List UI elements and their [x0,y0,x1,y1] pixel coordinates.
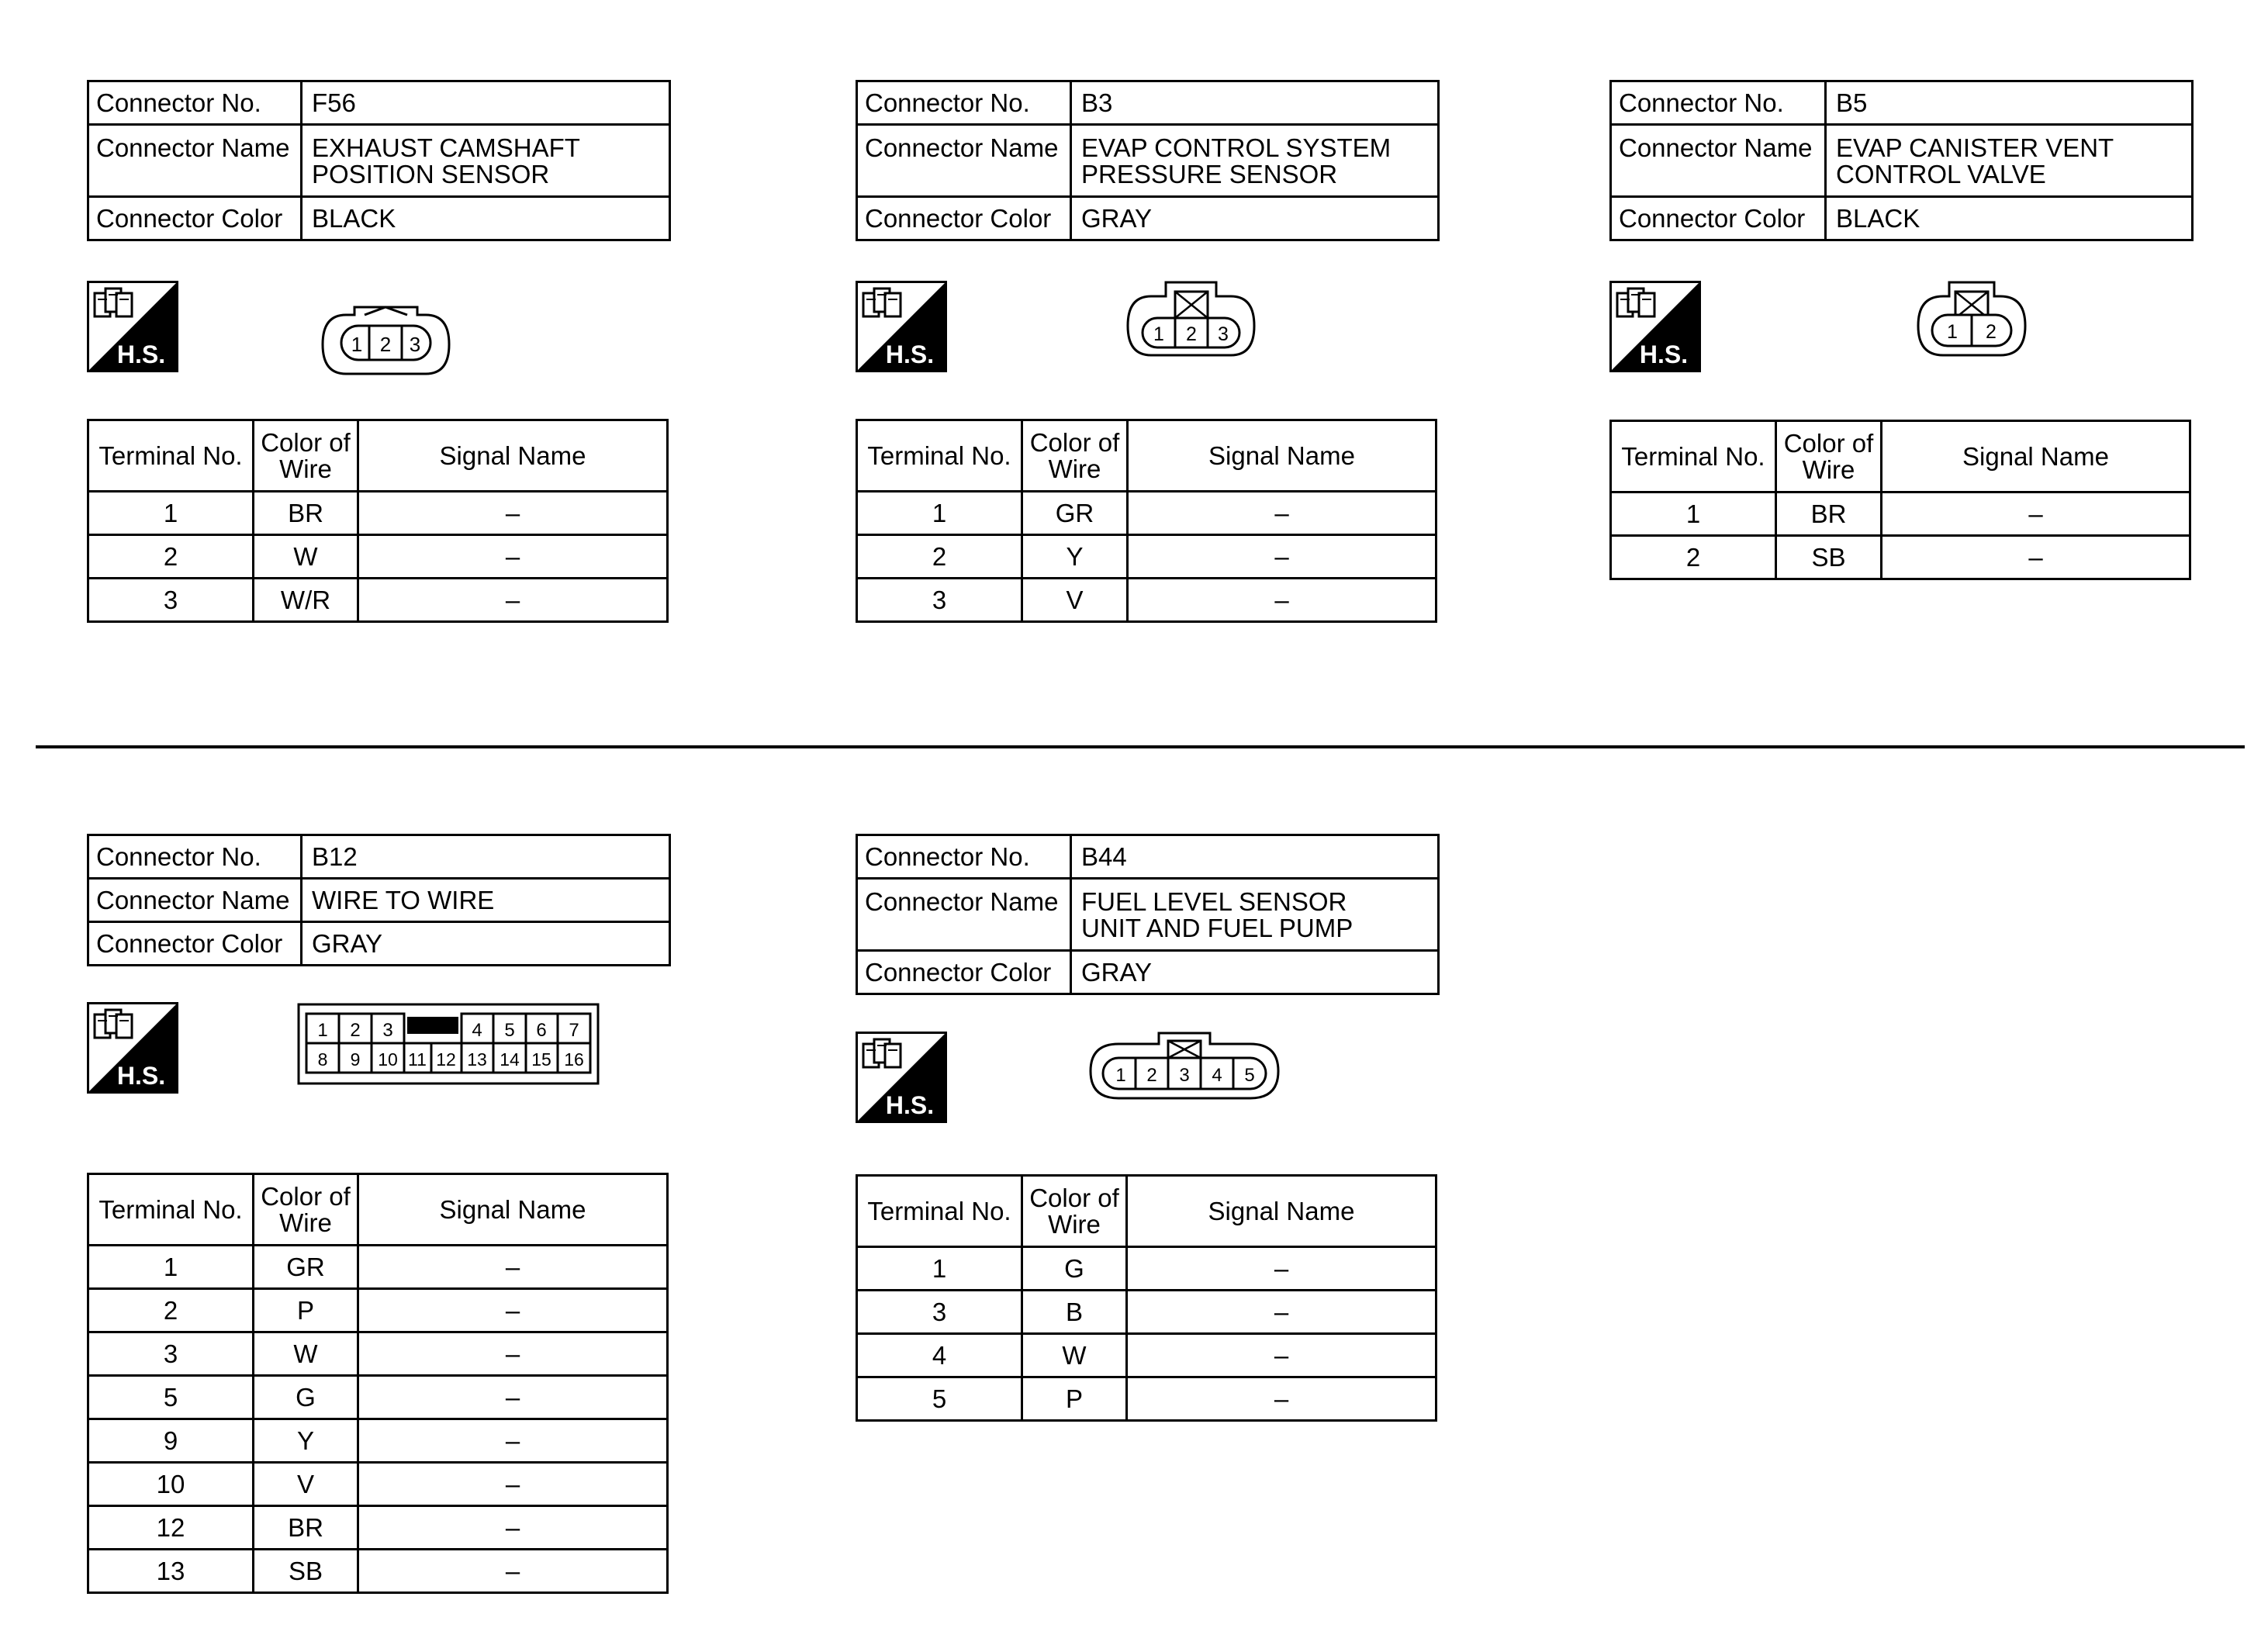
wire-color-cell: SB [254,1550,358,1593]
terminal-no-cell: 1 [857,492,1022,535]
wire-color-cell: V [1022,579,1128,622]
cavity-number: 1 [1115,1065,1126,1086]
harness-side-icon [87,1002,178,1094]
color-of-wire-header: Color of Wire [1776,421,1882,492]
cavity-number: 12 [436,1049,456,1070]
wire-color-cell: W/R [254,579,358,622]
signal-name-cell: – [358,1376,668,1419]
terminal-no-cell: 10 [88,1463,254,1506]
connector-name-value: EXHAUST CAMSHAFT POSITION SENSOR [302,125,670,197]
terminal-no-cell: 1 [88,1246,254,1289]
terminal-table [87,1173,669,1594]
signal-name-cell: – [358,579,668,622]
harness-side-icon [87,281,178,372]
cavity-number: 7 [569,1020,579,1041]
wire-color-cell: G [1022,1247,1127,1291]
terminal-no-header: Terminal No. [1611,421,1776,492]
connector-no-value: B44 [1071,835,1439,879]
harness-side-icon [856,1032,947,1123]
terminal-no-cell: 13 [88,1550,254,1593]
cavity-number: 6 [536,1020,547,1041]
terminal-no-cell: 3 [857,579,1022,622]
wire-color-cell: SB [1776,536,1882,579]
connector-color-value: GRAY [302,922,670,966]
terminal-no-header: Terminal No. [857,1176,1022,1247]
cavity-number: 3 [382,1020,393,1041]
color-of-wire-header: Color of Wire [254,420,358,492]
connector-face-diagram [1123,279,1259,361]
signal-name-cell: – [1127,1247,1436,1291]
hs-label: H.S. [885,340,935,368]
signal-name-cell: – [1127,1377,1436,1421]
cavity-number: 9 [350,1049,361,1070]
connector-no-label: Connector No. [857,835,1071,879]
cavity-number: 2 [1146,1065,1157,1086]
wire-color-cell: BR [254,1506,358,1550]
wire-color-cell: P [1022,1377,1127,1421]
cavity-number: 11 [408,1049,427,1070]
connector-color-label: Connector Color [88,197,302,240]
connector-color-label: Connector Color [857,197,1071,240]
signal-name-header: Signal Name [358,1174,668,1246]
wire-color-cell: W [1022,1334,1127,1377]
connector-info-table [87,80,671,241]
connector-info-table [87,834,671,966]
cavity-number: 10 [378,1049,398,1070]
connector-face-diagram [297,1003,601,1087]
cavity-number: 1 [1947,321,1958,343]
harness-side-icon [856,281,947,372]
terminal-no-cell: 5 [88,1376,254,1419]
connector-color-value: BLACK [302,197,670,240]
cavity-number: 5 [504,1020,515,1041]
wire-color-cell: BR [1776,492,1882,536]
wire-color-cell: Y [254,1419,358,1463]
signal-name-cell: – [358,535,668,579]
signal-name-header: Signal Name [1128,420,1436,492]
signal-name-cell: – [1127,1334,1436,1377]
connector-name-value: EVAP CONTROL SYSTEM PRESSURE SENSOR [1071,125,1439,197]
terminal-no-cell: 1 [88,492,254,535]
signal-name-cell: – [358,1463,668,1506]
cavity-number: 2 [1986,321,1997,343]
wire-color-cell: BR [254,492,358,535]
signal-name-cell: – [358,1332,668,1376]
connector-no-value: B3 [1071,81,1439,125]
color-of-wire-header: Color of Wire [1022,1176,1127,1247]
terminal-no-header: Terminal No. [88,1174,254,1246]
connector-name-value: WIRE TO WIRE [302,879,670,922]
terminal-table [87,419,669,623]
connector-name-value: FUEL LEVEL SENSOR UNIT AND FUEL PUMP [1071,879,1439,951]
signal-name-header: Signal Name [1127,1176,1436,1247]
connector-face-diagram [318,304,454,382]
terminal-no-cell: 2 [857,535,1022,579]
cavity-number: 2 [350,1020,361,1041]
signal-name-cell: – [1128,535,1436,579]
wire-color-cell: GR [254,1246,358,1289]
cavity-number: 14 [500,1049,520,1070]
cavity-number: 4 [1212,1065,1222,1086]
cavity-number: 3 [1218,323,1229,345]
connector-face-diagram [1086,1030,1283,1104]
hs-label: H.S. [116,1062,166,1090]
signal-name-header: Signal Name [1882,421,2190,492]
cavity-number: 3 [1179,1065,1190,1086]
connector-info-table [856,80,1440,241]
cavity-number: 1 [317,1020,328,1041]
signal-name-cell: – [1128,492,1436,535]
cavity-number: 2 [379,333,392,356]
connector-color-label: Connector Color [88,922,302,966]
wire-color-cell: V [254,1463,358,1506]
terminal-no-cell: 9 [88,1419,254,1463]
harness-side-icon [1609,281,1701,372]
wire-color-cell: Y [1022,535,1128,579]
connector-no-value: B5 [1826,81,2193,125]
connector-color-value: GRAY [1071,951,1439,994]
terminal-no-cell: 4 [857,1334,1022,1377]
hs-label: H.S. [1639,340,1689,368]
wire-color-cell: GR [1022,492,1128,535]
hs-label: H.S. [116,340,166,368]
connector-no-label: Connector No. [88,835,302,879]
connector-face-diagram [1914,279,2030,361]
cavity-number: 4 [472,1020,482,1041]
signal-name-cell: – [1882,492,2190,536]
connector-no-value: B12 [302,835,670,879]
terminal-no-cell: 2 [88,535,254,579]
connector-color-label: Connector Color [1611,197,1826,240]
signal-name-cell: – [358,1419,668,1463]
signal-name-cell: – [358,1289,668,1332]
terminal-no-header: Terminal No. [88,420,254,492]
connector-info-table [1609,80,2194,241]
cavity-number: 3 [409,333,421,356]
signal-name-header: Signal Name [358,420,668,492]
wire-color-cell: G [254,1376,358,1419]
wire-color-cell: W [254,1332,358,1376]
connector-info-table [856,834,1440,995]
section-divider [36,745,2245,748]
cavity-number: 16 [564,1049,584,1070]
cavity-number: 15 [531,1049,551,1070]
terminal-no-cell: 2 [88,1289,254,1332]
cavity-number: 1 [1153,323,1164,345]
connector-no-value: F56 [302,81,670,125]
connector-name-label: Connector Name [1611,125,1826,197]
wire-color-cell: B [1022,1291,1127,1334]
connector-color-value: GRAY [1071,197,1439,240]
color-of-wire-header: Color of Wire [254,1174,358,1246]
connector-name-label: Connector Name [857,125,1071,197]
cavity-number: 8 [317,1049,328,1070]
connector-no-label: Connector No. [88,81,302,125]
connector-name-label: Connector Name [88,125,302,197]
connector-name-value: EVAP CANISTER VENT CONTROL VALVE [1826,125,2193,197]
signal-name-cell: – [1128,579,1436,622]
wire-color-cell: W [254,535,358,579]
signal-name-cell: – [1127,1291,1436,1334]
signal-name-cell: – [358,1506,668,1550]
terminal-table [856,419,1437,623]
signal-name-cell: – [358,1246,668,1289]
cavity-number: 5 [1244,1065,1255,1086]
terminal-no-cell: 3 [88,579,254,622]
wire-color-cell: P [254,1289,358,1332]
signal-name-cell: – [358,492,668,535]
connector-color-label: Connector Color [857,951,1071,994]
terminal-table [1609,420,2191,580]
connector-name-label: Connector Name [88,879,302,922]
cavity-number: 1 [351,333,363,356]
connector-no-label: Connector No. [1611,81,1826,125]
terminal-table [856,1174,1437,1422]
terminal-no-cell: 2 [1611,536,1776,579]
connector-color-value: BLACK [1826,197,2193,240]
color-of-wire-header: Color of Wire [1022,420,1128,492]
terminal-no-header: Terminal No. [857,420,1022,492]
blocked-cavity [407,1017,458,1034]
signal-name-cell: – [358,1550,668,1593]
terminal-no-cell: 5 [857,1377,1022,1421]
terminal-no-cell: 1 [1611,492,1776,536]
hs-label: H.S. [885,1091,935,1119]
terminal-no-cell: 3 [88,1332,254,1376]
terminal-no-cell: 3 [857,1291,1022,1334]
cavity-number: 2 [1186,323,1197,345]
terminal-no-cell: 1 [857,1247,1022,1291]
connector-no-label: Connector No. [857,81,1071,125]
cavity-number: 13 [467,1049,487,1070]
signal-name-cell: – [1882,536,2190,579]
connector-name-label: Connector Name [857,879,1071,951]
terminal-no-cell: 12 [88,1506,254,1550]
